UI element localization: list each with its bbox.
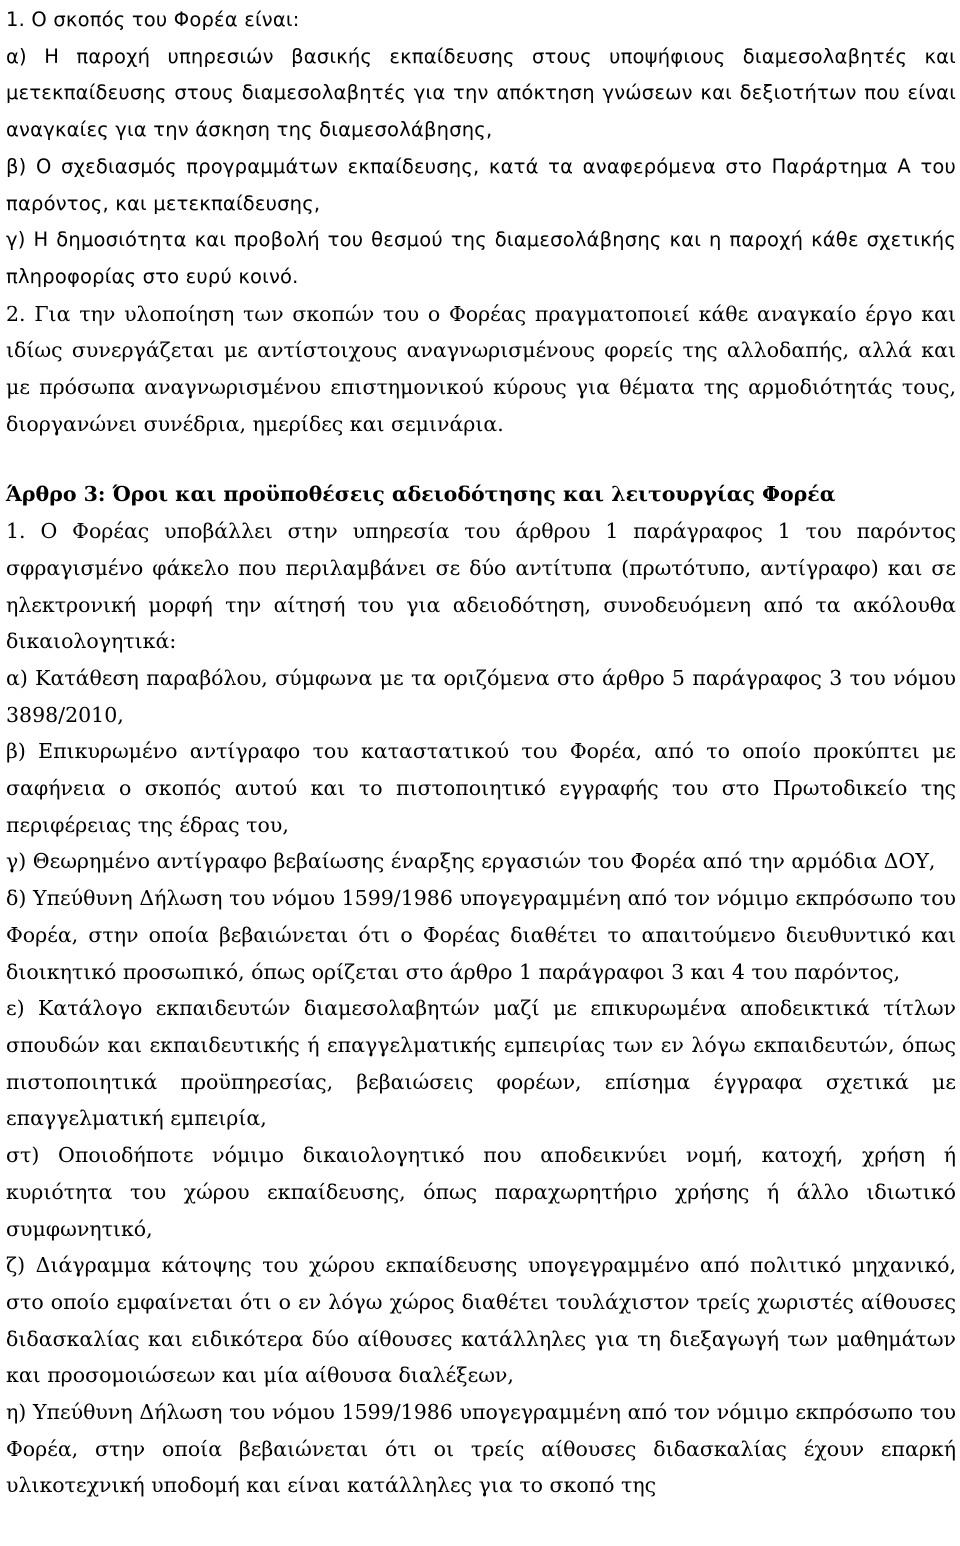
article-3-item-e: ε) Κατάλογο εκπαιδευτών διαμεσολαβητών μαζί με επικυρωμένα αποδεικτικά τίτλων σπουδών και εκπαιδευτικής ή επαγγελματικής εμπειρίας των εν λόγω εκπαιδευτών, όπως πιστοποιητικά προϋπηρεσίας, βεβαιώσεις φορέων, επίσημα έγγραφα σχετικά με επαγγελματική εμπειρία, [6,996,956,1131]
section1-intro: 1. Ο σκοπός του Φορέα είναι: [6,8,300,31]
section1-item-c: γ) Η δημοσιότητα και προβολή του θεσμού της διαμεσολάβησης και η παροχή κάθε σχετικής πληροφορίας στο ευρύ κοινό. [6,228,956,288]
article-3-paragraph-1: 1. Ο Φορέας υποβάλλει στην υπηρεσία του άρθρου 1 παράγραφος 1 του παρόντος σφραγισμένο φάκελο που περιλαμβάνει σε δύο αντίτυπα (πρωτότυπο, αντίγραφο) και σε ηλεκτρονική μορφή την αίτησή του για αδειοδότηση, συνοδευόμενη από τα ακόλουθα δικαιολογητικά: [6,519,956,654]
article-3-item-z: ζ) Διάγραμμα κάτοψης του χώρου εκπαίδευσης υπογεγραμμένο από πολιτικό μηχανικό, στο οποίο εμφαίνεται ότι ο εν λόγω χώρος διαθέτει τουλάχιστον τρείς χωριστές αίθουσες διδασκαλίας και ειδικότερα δύο αίθουσες κατάλληλες για τη διεξαγωγή των μαθημάτων και προσομοιώσεων και μία αίθουσα διαλέξεων, [6,1253,956,1388]
article-3-item-d: δ) Υπεύθυνη Δήλωση του νόμου 1599/1986 υπογεγραμμένη από τον νόμιμο εκπρόσωπο του Φορέα, στην οποία βεβαιώνεται ότι ο Φορέας διαθέτει το απαιτούμενο διευθυντικό και διοικητικό προσωπικό, όπως ορίζεται στο άρθρο 1 παράγραφοι 3 και 4 του παρόντος, [6,886,956,984]
section1-paragraph-2: 2. Για την υλοποίηση των σκοπών του ο Φορέας πραγματοποιεί κάθε αναγκαίο έργο και ιδίως συνεργάζεται με αντίστοιχους αναγνωρισμένους φορείς της αλλοδαπής, αλλά και με πρόσωπα αναγνωρισμένου επιστημονικού κύρους για θέματα της αρμοδιότητάς τους, διοργανώνει συνέδρια, ημερίδες και σεμινάρια. [6,301,956,436]
section1-item-a: α) Η παροχή υπηρεσιών βασικής εκπαίδευσης στους υποψήφιους διαμεσολαβητές και μετεκπαίδευσης στους διαμεσολαβητές για την απόκτηση γνώσεων και δεξιοτήτων που είναι αναγκαίες για την άσκηση της διαμεσολάβησης, [6,44,956,142]
article-3-item-st: στ) Οποιοδήποτε νόμιμο δικαιολογητικό που αποδεικνύει νομή, κατοχή, χρήση ή κυριότητα του χώρου εκπαίδευσης, όπως παραχωρητήριο χρήσης ή άλλο ιδιωτικό συμφωνητικό, [6,1143,956,1241]
article-3-item-c: γ) Θεωρημένο αντίγραφο βεβαίωσης έναρξης εργασιών του Φορέα από την αρμόδια ΔΟΥ, [6,849,936,874]
article-3-heading: Άρθρο 3: Όροι και προϋποθέσεις αδειοδότησης και λειτουργίας Φορέα [6,482,836,507]
section1-item-b: β) Ο σχεδιασμός προγραμμάτων εκπαίδευσης, κατά τα αναφερόμενα στο Παράρτημα Α του παρόντος, και μετεκπαίδευσης, [6,154,956,215]
section-gap [6,442,956,476]
article-3-item-a: α) Κατάθεση παραβόλου, σύμφωνα με τα οριζόμενα στο άρθρο 5 παράγραφος 3 του νόμου 3898/2010, [6,665,956,727]
document-page [6,0,956,1504]
article-3-item-h: η) Υπεύθυνη Δήλωση του νόμου 1599/1986 υπογεγραμμένη από τον νόμιμο εκπρόσωπο του Φορέα, στην οποία βεβαιώνεται ότι οι τρείς αίθουσες διδασκαλίας έχουν επαρκή υλικοτεχνική υποδομή και είναι κατάλληλες για το σκοπό της [6,1400,956,1498]
article-3-item-b: β) Επικυρωμένο αντίγραφο του καταστατικού του Φορέα, από το οποίο προκύπτει με σαφήνεια ο σκοπός αυτού και το πιστοποιητικό εγγραφής του στο Πρωτοδικείο της περιφέρειας της έδρας του, [6,739,956,837]
